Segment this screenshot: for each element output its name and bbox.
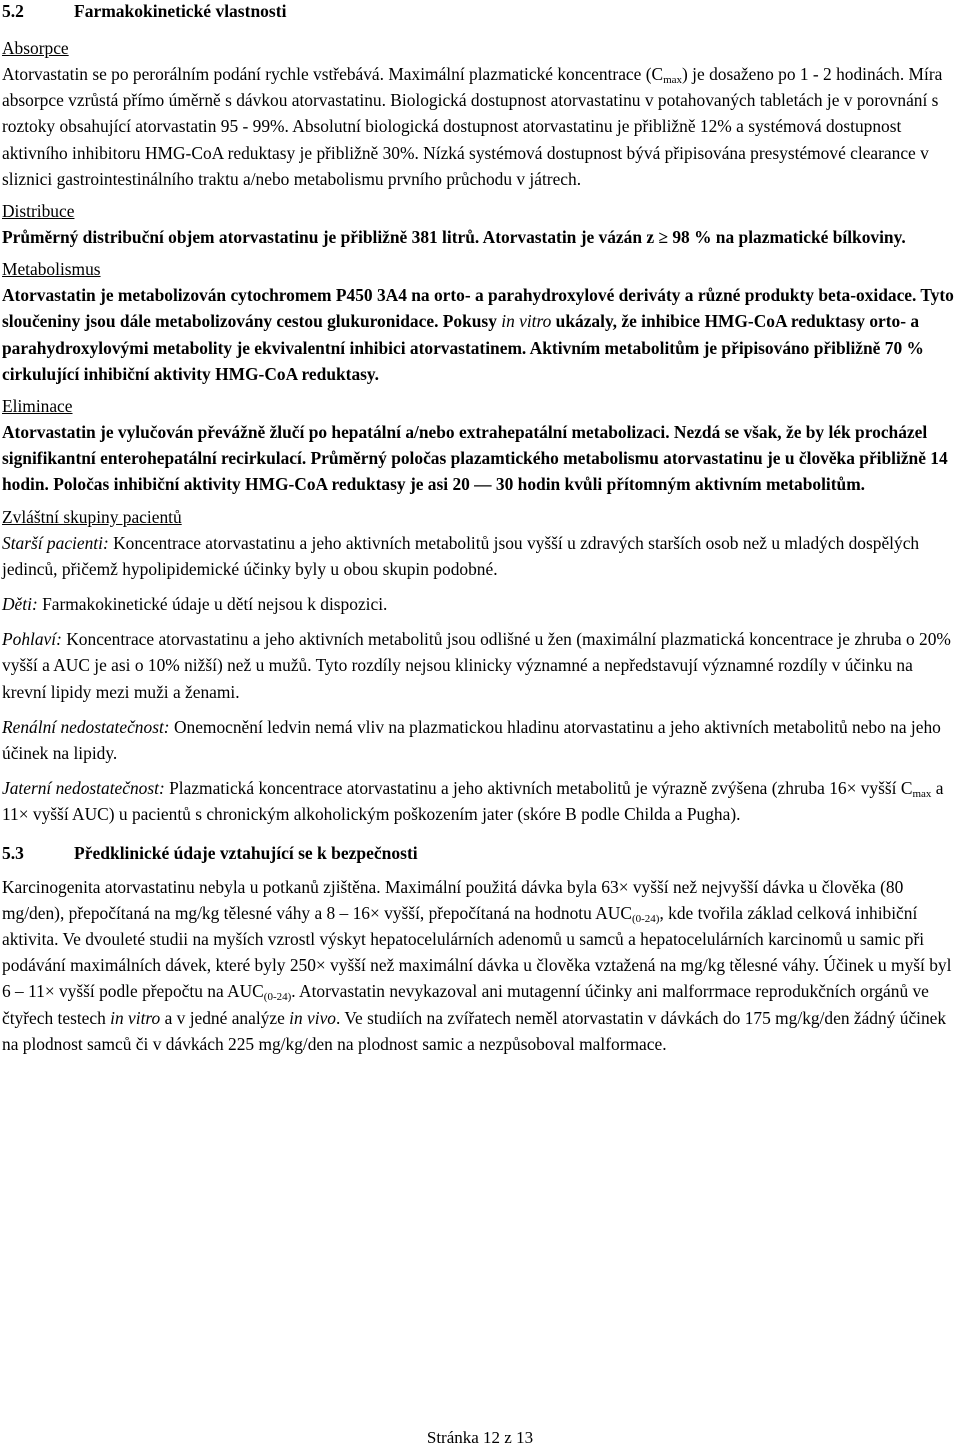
subheading-zvlastni-skupiny: Zvláštní skupiny pacientů bbox=[2, 506, 182, 527]
subheading-distribuce: Distribuce bbox=[2, 201, 75, 222]
section-number: 5.3 bbox=[2, 842, 24, 863]
subheading-metabolismus: Metabolismus bbox=[2, 259, 101, 280]
paragraph-distribuce: Průměrný distribuční objem atorvastatinu je přibližně 381 litrů. Atorvastatin je vázán z ≥ 98 % na plazmatické bílkoviny. bbox=[2, 227, 906, 248]
paragraph-predklinicke: Karcinogenita atorvastatinu nebyla u potkanů zjištěna. Maximální použitá dávka byla 63× vyšší než nejvyšší dávka u člověka (80 mg/den), přepočítaná na mg/kg tělesné váhy a 8 – 16× vyšší, přepočítaná na hodnotu $AUC_{(0-24)}$, kde tvořila základ celková inhibiční aktivita. Ve dvouleté studii na myších vzrostl výskyt hepatocelulárních adenomů u samců a hepatocelulárních karcinomů u samic při podávání maximálních dávek, které byly 250× vyšší než maximální dávka u člověka vztažená na mg/kg tělesné váhy. Účinek u myší byl 6 – 11× vyšší podle přepočtu na $AUC_{(0-24)}$. Atorvastatin nevykazoval ani mutagenní účinky ani malforrmace reprodukčních orgánů ve čtyřech testech in vitro a v jedné analýze in vivo. Ve studiích na zvířatech neměl atorvastatin v dávkách do 175 mg/kg/den žádný účinek na plodnost samců či v dávkách 225 mg/kg/den na plodnost samic a nezpůsoboval malformace. bbox=[2, 876, 952, 1054]
paragraph-eliminace: Atorvastatin je vylučován převážně žlučí po hepatální a/nebo extrahepatální metabolizaci. Nezdá se však, že by lék procházel signifikantní enterohepatální recirkulací. Průměrný poločas plazamtického metabolismu atorvastatinu je u člověka přibližně 14 hodin. Poločas inhibiční aktivity HMG-CoA reduktasy je asi 20 — 30 hodin kvůli přítomným aktivním metabolitům. bbox=[2, 422, 948, 495]
subheading-eliminace: Eliminace bbox=[2, 396, 73, 417]
subheading-absorpce: Absorpce bbox=[2, 38, 69, 58]
page-footer: Stránka 12 z 13 bbox=[426, 1428, 534, 1447]
paragraph-pohlavi: Pohlaví: Koncentrace atorvastatinu a jeho aktivních metabolitů jsou odlišné u žen (maximální plazmatická koncentrace je zhruba o 20% vyšší a AUC je asi o 10% nižší) než u mužů. Tyto rozdíly nejsou klinicky významné a nepředstavují významné rozdíly v účinku na krevní lipidy mezi muži a ženami. bbox=[2, 629, 951, 702]
paragraph-jaterni: Jaterní nedostatečnost: Plazmatická koncentrace atorvastatinu a jeho aktivních metabolitů je výrazně zvýšena (zhruba 16× vyšší $C_{max}$ a 11× vyšší AUC) u pacientů s chronickým alkoholickým poškozením jater (skóre B podle Childa a Pugha). bbox=[2, 778, 944, 825]
paragraph-absorpce: Atorvastatin se po perorálním podání rychle vstřebává. Maximální plazmatické koncentrace $(C_{max})$ je dosaženo po 1 - 2 hodinách. Míra absorpce vzrůstá přímo úměrně s dávkou atorvastatinu. Biologická dostupnost atorvastatinu v potahovaných tabletách je v porovnání s roztoky obsahující atorvastatin 95 - 99%. Absolutní biologická dostupnost atorvastatinu je přibližně 12% a systémová dostupnost aktivního inhibitoru HMG-CoA reduktasy je přibližně 30%. Nízká systémová dostupnost bývá připisována presystémové clearance v sliznici gastrointestinálního traktu a/nebo metabolismu prvního průchodu v játrech. bbox=[2, 64, 943, 189]
paragraph-deti: Děti: Farmakokinetické údaje u dětí nejsou k dispozici. bbox=[2, 594, 388, 615]
section-number: 5.2 bbox=[2, 1, 24, 21]
section-title: Předklinické údaje vztahující se k bezpečnosti bbox=[74, 842, 418, 863]
section-5-2-heading bbox=[2, 0, 957, 22]
paragraph-starsi-pacienti: Starší pacienti: Koncentrace atorvastatinu a jeho aktivních metabolitů jsou vyšší u zdravých starších osob než u mladých dospělých jedinců, přičemž hypolipidemické účinky byly u obou skupin podobné. bbox=[2, 532, 920, 579]
paragraph-renalni: Renální nedostatečnost: Onemocnění ledvin nemá vliv na plazmatickou hladinu atorvastatinu a jeho aktivních metabolitů nebo na jeho účinek na lipidy. bbox=[2, 716, 941, 764]
document-page bbox=[2, 0, 957, 1057]
paragraph-metabolismus: Atorvastatin je metabolizován cytochromem P450 3A4 na orto- a parahydroxylové deriváty a různé produkty beta-oxidace. Tyto sloučeniny jsou dále metabolizovány cestou glukuronidace. Pokusy in vitro ukázaly, že inhibice HMG-CoA reduktasy orto- a parahydroxylovými metabolity je ekvivalentní inhibici atorvastatinem. Aktivním metabolitům je připisováno přibližně 70 % cirkulující inhibiční aktivity HMG-CoA reduktasy. bbox=[2, 285, 954, 384]
section-title: Farmakokinetické vlastnosti bbox=[74, 1, 287, 21]
section-5-3-heading bbox=[2, 842, 957, 864]
